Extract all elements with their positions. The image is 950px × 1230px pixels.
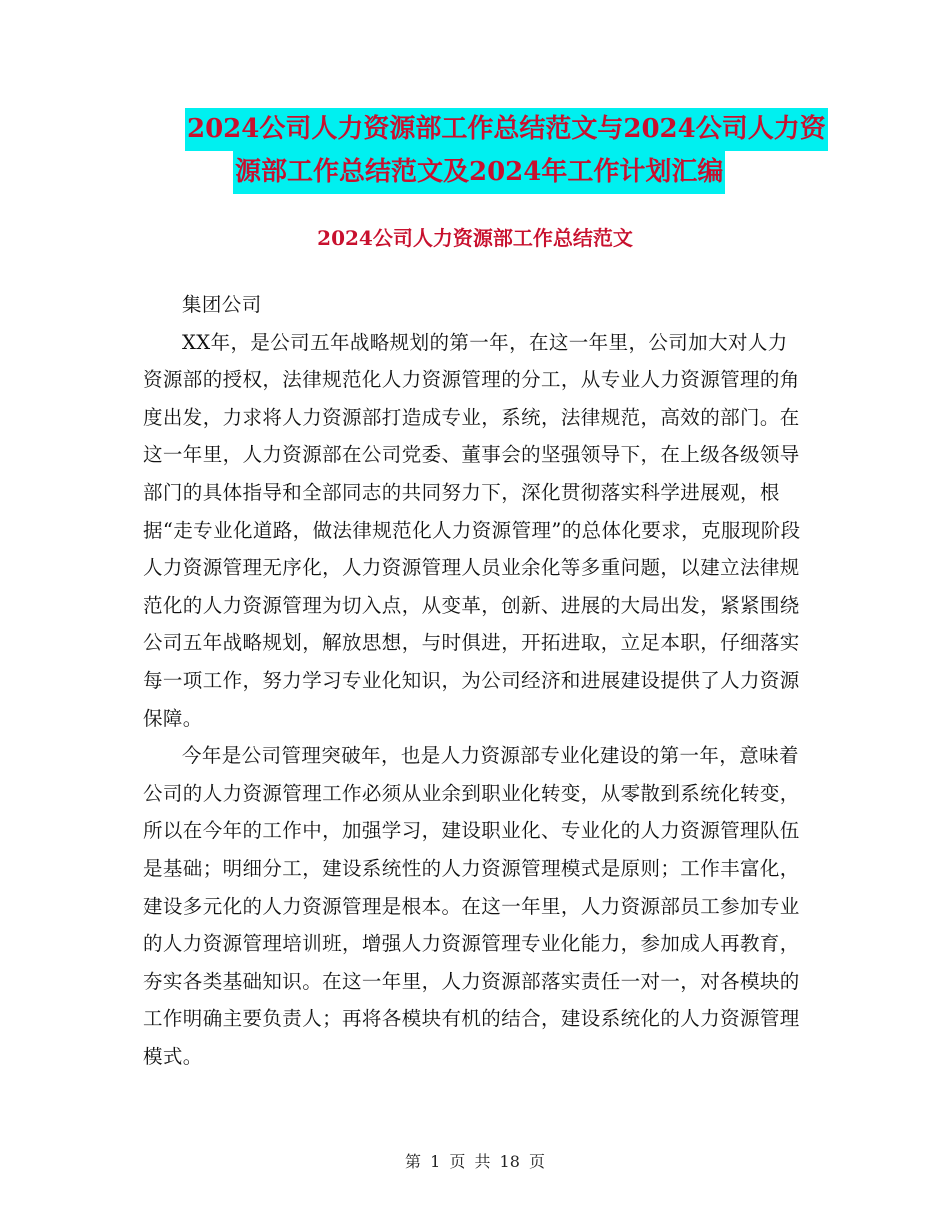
- section-title: 2024公司人力资源部工作总结范文: [317, 226, 633, 250]
- document-title-line-2: 源部工作总结范文及2024年工作计划汇编: [233, 151, 725, 194]
- document-body: [143, 286, 803, 1075]
- salutation-paragraph: 集团公司: [182, 293, 262, 316]
- page-footer: 第 1 页 共 18 页: [405, 1152, 545, 1171]
- document-title: [140, 108, 826, 194]
- body-paragraph: 今年是公司管理突破年，也是人力资源部专业化建设的第一年，意味着公司的人力资源管理工作必须从业余到职业化转变，从零散到系统化转变，所以在今年的工作中，加强学习，建设职业化、专业化的人力资源管理队伍是基础；明细分工，建设系统性的人力资源管理模式是原则；工作丰富化，建设多元化的人力资源管理是根本。在这一年里，人力资源部员工参加专业的人力资源管理培训班，增强人力资源管理专业化能力，参加成人再教育，夯实各类基础知识。在这一年里，人力资源部落实责任一对一，对各模块的工作明确主要负责人；再将各模块有机的结合，建设系统化的人力资源管理模式。: [143, 744, 800, 1068]
- body-paragraph: XX年，是公司五年战略规划的第一年，在这一年里，公司加大对人力资源部的授权，法律规范化人力资源管理的分工，从专业人力资源管理的角度出发，力求将人力资源部打造成专业，系统，法律规范，高效的部门。在这一年里，人力资源部在公司党委、董事会的坚强领导下，在上级各级领导部门的具体指导和全部同志的共同努力下，深化贯彻落实科学进展观，根据“走专业化道路，做法律规范化人力资源管理”的总体化要求，克服现阶段人力资源管理无序化，人力资源管理人员业余化等多重问题，以建立法律规范化的人力资源管理为切入点，从变革，创新、进展的大局出发，紧紧围绕公司五年战略规划，解放思想，与时俱进，开拓进取，立足本职，仔细落实每一项工作，努力学习专业化知识，为公司经济和进展建设提供了人力资源保障。: [143, 330, 801, 730]
- document-title-line-1: 2024公司人力资源部工作总结范文与2024公司人力资: [185, 108, 828, 151]
